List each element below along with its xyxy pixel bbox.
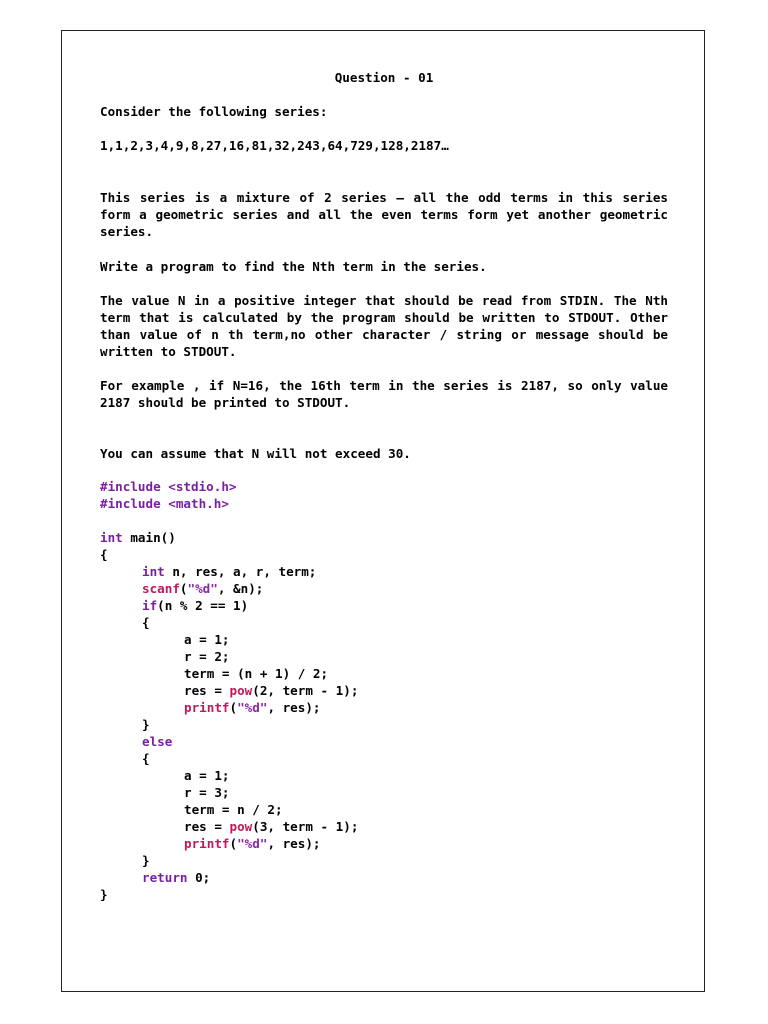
document-page bbox=[61, 30, 705, 992]
code-text: main() bbox=[122, 530, 176, 545]
code-else-keyword: else bbox=[142, 734, 173, 749]
code-text: , res); bbox=[267, 836, 321, 851]
task-text: Write a program to find the Nth term in the series. bbox=[100, 259, 487, 274]
code-function: pow bbox=[229, 683, 253, 698]
code-open-brace: { bbox=[142, 615, 150, 630]
code-text: ( bbox=[229, 836, 238, 851]
description-paragraph: This series is a mixture of 2 series – all the odd terms in this series form a geometric series and all the even terms form yet another geometric series. bbox=[100, 190, 668, 239]
code-function: scanf bbox=[142, 581, 180, 596]
code-open-brace: { bbox=[142, 751, 150, 766]
code-blank-line bbox=[100, 512, 668, 529]
code-assign-a: a = 1; bbox=[184, 768, 230, 783]
code-text: res = bbox=[184, 819, 230, 834]
code-assign-term: term = n / 2; bbox=[184, 802, 283, 817]
code-assign-a: a = 1; bbox=[184, 632, 230, 647]
code-text: (2, term - 1); bbox=[252, 683, 359, 698]
code-string: "%d" bbox=[237, 700, 268, 715]
code-text: , &n); bbox=[217, 581, 264, 596]
code-listing bbox=[100, 478, 668, 903]
code-assign-term: term = (n + 1) / 2; bbox=[184, 666, 329, 681]
code-assign-r: r = 2; bbox=[184, 649, 230, 664]
code-keyword: int bbox=[100, 530, 123, 545]
code-return-statement bbox=[100, 869, 668, 886]
page-title: Question - 01 bbox=[334, 70, 434, 85]
intro-text: Consider the following series: bbox=[100, 104, 328, 119]
code-function: pow bbox=[229, 819, 253, 834]
code-declaration bbox=[100, 563, 668, 580]
code-open-brace: { bbox=[100, 547, 108, 562]
code-text: 0; bbox=[187, 870, 211, 885]
input-spec-paragraph: The value N in a positive integer that should be read from STDIN. The Nth term that is calculated by the program should be written to STDOUT. Other than value of n th term,no other character / string or message should be written to STDOUT. bbox=[100, 293, 668, 359]
series-text: 1,1,2,3,4,9,8,27,16,81,32,243,64,729,128,2187… bbox=[100, 138, 449, 153]
code-text: res = bbox=[184, 683, 230, 698]
code-printf-call bbox=[100, 699, 668, 716]
code-text: ( bbox=[229, 700, 238, 715]
code-close-brace: } bbox=[142, 853, 150, 868]
code-assign-r: r = 3; bbox=[184, 785, 230, 800]
code-close-brace: } bbox=[100, 887, 108, 902]
assumption-text: You can assume that N will not exceed 30. bbox=[100, 446, 411, 461]
code-include-math: #include <math.h> bbox=[100, 496, 229, 511]
code-text: (n % 2 == 1) bbox=[157, 598, 249, 613]
code-main-signature bbox=[100, 529, 668, 546]
code-if-statement bbox=[100, 597, 668, 614]
code-assign-res bbox=[100, 818, 668, 835]
code-keyword: int bbox=[142, 564, 165, 579]
code-text: ( bbox=[179, 581, 188, 596]
code-scanf-call bbox=[100, 580, 668, 597]
code-text: (3, term - 1); bbox=[252, 819, 359, 834]
code-close-brace: } bbox=[142, 717, 150, 732]
code-function: printf bbox=[184, 700, 230, 715]
code-printf-call bbox=[100, 835, 668, 852]
code-keyword: return bbox=[142, 870, 188, 885]
code-keyword: if bbox=[142, 598, 158, 613]
example-paragraph: For example , if N=16, the 16th term in the series is 2187, so only value 2187 should be printed to STDOUT. bbox=[100, 378, 668, 410]
code-function: printf bbox=[184, 836, 230, 851]
code-string: "%d" bbox=[187, 581, 218, 596]
code-include-stdio: #include <stdio.h> bbox=[100, 479, 237, 494]
code-string: "%d" bbox=[237, 836, 268, 851]
code-text: n, res, a, r, term; bbox=[164, 564, 317, 579]
code-assign-res bbox=[100, 682, 668, 699]
code-text: , res); bbox=[267, 700, 321, 715]
